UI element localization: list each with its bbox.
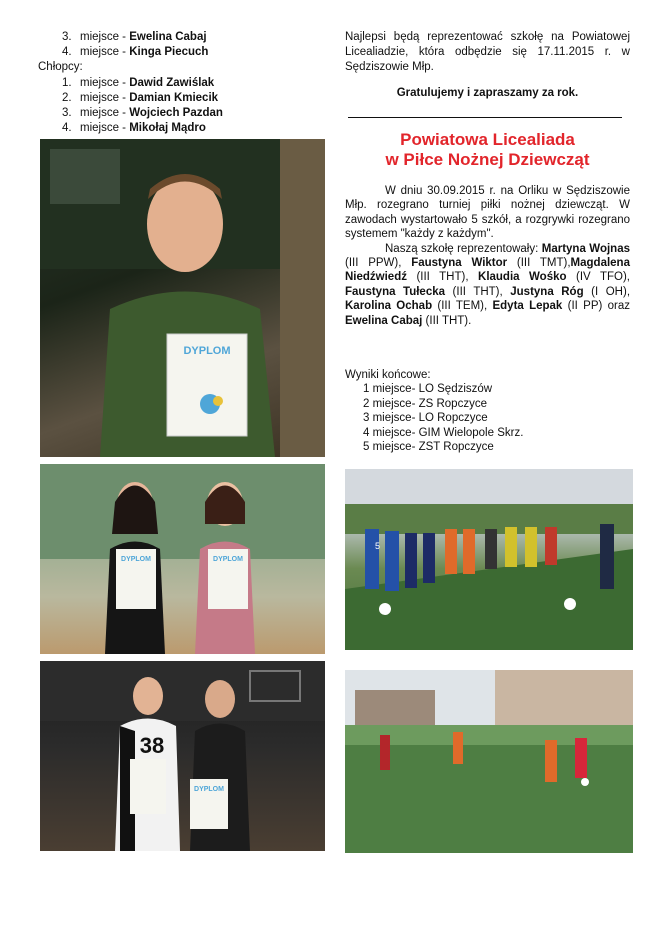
- diploma-label: DYPLOM: [183, 345, 231, 357]
- diploma-label: DYPLOM: [194, 786, 224, 793]
- intro-paragraph: Najlepsi będą reprezentować szkołę na Powiatowej Licealiadzie, która odbędzie się 17.11.2015 r. w Sędziszowie Młp.: [345, 31, 630, 74]
- ranking-row: 1. miejsce - Dawid Zawiślak: [62, 76, 215, 89]
- player-name: Faustyna Tułecka: [345, 285, 446, 298]
- photo-winner-boy-diploma: [40, 139, 325, 457]
- boys-header: Chłopcy:: [38, 61, 83, 74]
- section-divider: [348, 117, 622, 118]
- ranking-row: 3. miejsce - Wojciech Pazdan: [62, 107, 223, 120]
- article-title: [345, 130, 630, 170]
- results-item: 4 miejsce- GIM Wielopole Skrz.: [363, 426, 524, 439]
- article-paragraph-1: W dniu 30.09.2015 r. na Orliku w Sędziszowie Młp. rozegrano turniej piłki nożnej dziewcząt. W zawodach wystartowało 5 szkół, a rozgrywki rozegrano systemem "każdy z każdym".: [345, 185, 630, 241]
- player-name: Magdalena Niedźwiedź: [345, 257, 630, 284]
- results-item: 1 miejsce- LO Sędziszów: [363, 383, 493, 396]
- diploma-label: DYPLOM: [121, 556, 151, 563]
- results-item: 5 miejsce- ZST Ropczyce: [363, 441, 494, 454]
- player-name: Klaudia Wośko: [478, 271, 567, 284]
- ranking-row: 3. miejsce - Ewelina Cabaj: [62, 31, 207, 43]
- congrats-text: Gratulujemy i zapraszamy za rok.: [396, 87, 579, 99]
- player-name: Martyna Wojnas: [541, 242, 630, 255]
- results-header: Wyniki końcowe:: [345, 369, 431, 381]
- player-name: Justyna Róg: [510, 285, 584, 298]
- player-name: Edyta Lepak: [492, 300, 563, 313]
- article-paragraph-2: Naszą szkołę reprezentowały: Martyna Wojnas (III PPW), Faustyna Wiktor (III TMT),Magdalena Niedźwiedź (III THT), Klaudia Wośko (IV TFO), Faustyna Tułecka (III THT), Justyna Róg (I OH), Karolina Ochab (III TEM), Edyta Lepak (II PP) oraz Ewelina Cabaj (III THT).: [345, 242, 631, 327]
- photo-winner-boys-diplomas: [40, 661, 325, 851]
- article-title-line2: w Piłce Nożnej Dziewcząt: [385, 150, 590, 169]
- jersey-number: 38: [139, 733, 165, 758]
- results-item: 3 miejsce- LO Ropczyce: [363, 412, 488, 425]
- player-name: Ewelina Cabaj: [345, 314, 423, 327]
- player-name: Faustyna Wiktor: [411, 257, 508, 270]
- final-results: [345, 368, 630, 454]
- results-item: 2 miejsce- ZS Ropczyce: [363, 397, 487, 410]
- player-name: Karolina Ochab: [345, 300, 433, 313]
- jersey-number: 5: [375, 541, 381, 551]
- photo-winner-girls-diplomas: [40, 464, 325, 654]
- ranking-list: [38, 30, 328, 136]
- diploma-label: DYPLOM: [213, 556, 243, 563]
- photo-teams-lineup: [345, 469, 633, 650]
- ranking-row: 4. miejsce - Mikołaj Mądro: [62, 122, 206, 135]
- photo-match-play: [345, 670, 633, 853]
- ranking-row: 4. miejsce - Kinga Piecuch: [62, 46, 209, 59]
- article-body: [345, 184, 630, 328]
- article-title-line1: Powiatowa Licealiada: [400, 130, 575, 149]
- ranking-row: 2. miejsce - Damian Kmiecik: [62, 91, 219, 104]
